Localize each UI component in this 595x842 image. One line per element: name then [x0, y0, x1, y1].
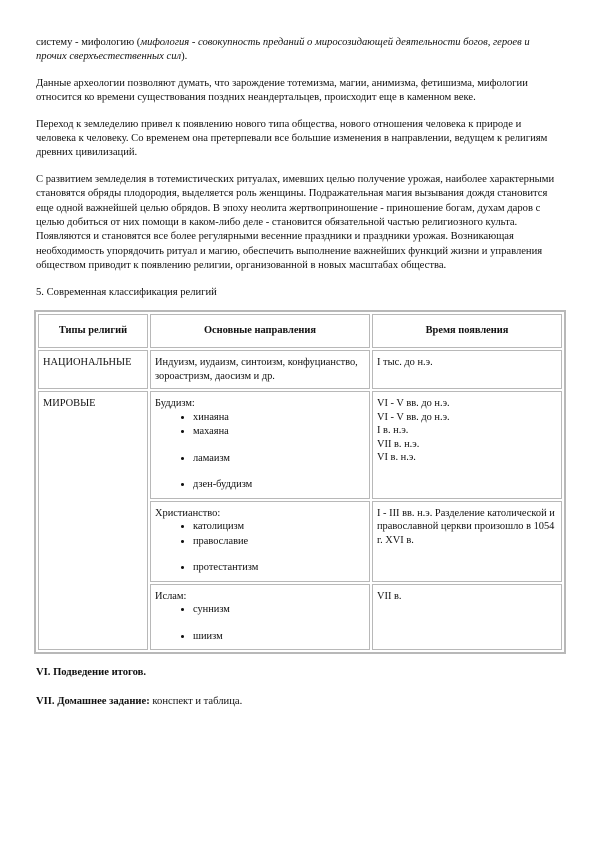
table-row-national [38, 350, 562, 389]
islam-list [155, 603, 365, 644]
list-item: • православие [193, 535, 365, 550]
list-item: • суннизм [193, 603, 365, 618]
time-line: VI в. н.э. [377, 452, 416, 464]
cell-directions-national: Индуизм, иудаизм, синтоизм, конфуцианство, зороастризм, даосизм и др. [150, 350, 370, 389]
paragraph-agriculture: Переход к земледелию привел к появлению нового типа общества, нового отношения человека к природе и человека к человеку. Со временем она претерпевали все большие изменения в направлении, ведущем к религиям древних цивилизаций. [36, 118, 548, 159]
cell-islam [150, 584, 370, 651]
time-line: VI - V вв. до н.э. [377, 411, 450, 423]
time-line: I в. н.э. [377, 425, 409, 437]
cell-time-national: I тыс. до н.э. [372, 350, 562, 389]
cell-time-islam: VII в. [372, 584, 562, 651]
cell-time-buddhism [372, 391, 562, 499]
list-item: • дзен-буддизм [193, 478, 365, 493]
cell-type-national: НАЦИОНАЛЬНЫЕ [38, 350, 148, 389]
section-title: 5. Современная классификация религий [36, 286, 217, 298]
cell-buddhism [150, 391, 370, 499]
header-time: Время появления [372, 314, 562, 348]
list-item: • протестантизм [193, 561, 365, 576]
religions-table [34, 310, 566, 654]
table-row-buddhism [38, 391, 562, 499]
buddhism-list [155, 411, 365, 493]
list-item: • махаяна [193, 425, 365, 440]
homework-text: конспект и таблица. [149, 695, 243, 707]
paragraph-mythology [36, 36, 561, 65]
text: ). [181, 51, 188, 63]
section-homework [36, 695, 561, 709]
list-item: • шиизм [193, 630, 365, 645]
cell-christianity [150, 501, 370, 582]
time-line: VI - V вв. до н.э. [377, 398, 450, 410]
table-header-row [38, 314, 562, 348]
homework-label: VII. Домашнее задание: [36, 695, 150, 707]
cell-type-world: МИРОВЫЕ [38, 391, 148, 650]
header-types: Типы религий [38, 314, 148, 348]
text: систему - мифологию ( [36, 37, 141, 48]
islam-title: Ислам: [155, 590, 187, 602]
christianity-list [155, 520, 365, 576]
mythology-definition: мифология - совокупность преданий о миросозидающей деятельности богов, героев и прочих сверхъестественных сил [36, 37, 530, 63]
list-item: • хинаяна [193, 411, 365, 426]
document-page [36, 36, 561, 709]
list-item: • ламаизм [193, 452, 365, 467]
list-item: • католицизм [193, 520, 365, 535]
section-summary: VI. Подведение итогов. [36, 667, 146, 679]
christianity-title: Христианство: [155, 507, 221, 519]
header-directions: Основные направления [150, 314, 370, 348]
time-line: VII в. н.э. [377, 438, 420, 450]
buddhism-title: Буддизм: [155, 398, 195, 410]
cell-time-christianity: I - III вв. н.э. Разделение католической и православной церкви произошло в 1054 г. XVI в. [372, 501, 562, 582]
paragraph-archaeology: Данные археологии позволяют думать, что зарождение тотемизма, магии, анимизма, фетишизма, мифологии относится ко времени существования поздних неандертальцев, происходит еще в каменном веке. [36, 77, 528, 104]
paragraph-rituals: С развитием земледелия в тотемистических ритуалах, имевших целью получение урожая, наиболее характерными становятся обряды плодородия, выделяется роль женщины. Подражательная магия вызывания дождя становится еще одной важнейшей целью обрядов. В эпоху неолита жертвоприношение - приношение богам, духам даров с целью добиться от них помощи в каком-либо деле - становится обязательной частью религиозного культа. Появляются и становятся все более регулярными весенние праздники и праздники урожая. Возникающая необходимость упорядочить ритуал и магию, обеспечить выполнение важнейших функций жизни и управления обществом приводит к появлению религии, организованной в новых масштабах общества. [36, 173, 555, 272]
